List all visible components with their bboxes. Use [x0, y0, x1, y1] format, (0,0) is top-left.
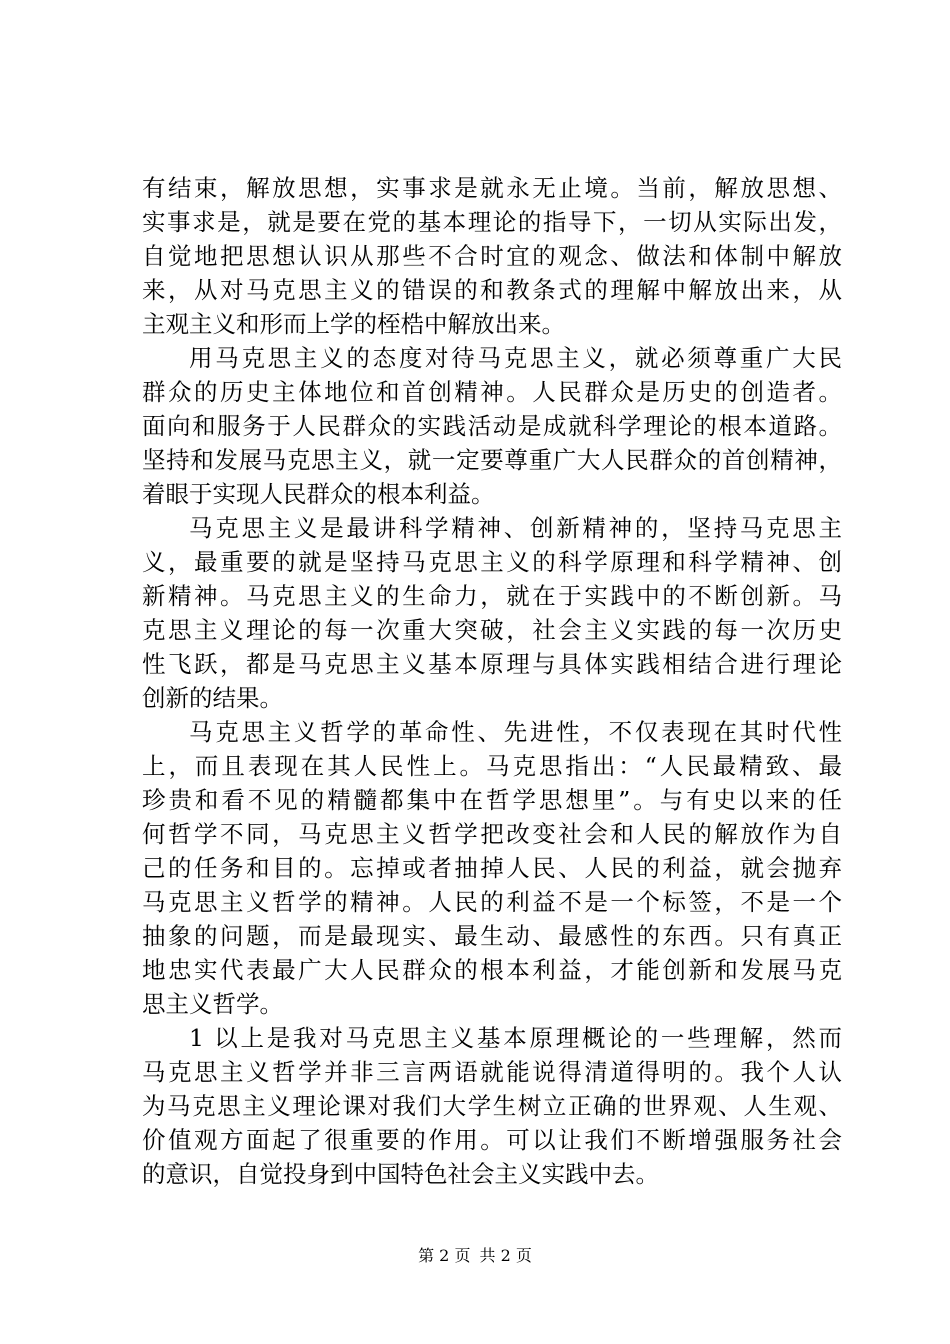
text-line: 实事求是，就是要在党的基本理论的指导下，一切从实际出发，	[142, 208, 842, 236]
page-number: 第 2 页	[418, 1246, 471, 1265]
page-total: 共 2 页	[479, 1246, 532, 1265]
text-line: 抽象的问题，而是最现实、最生动、最感性的东西。只有真正	[142, 922, 842, 950]
text-line: 价值观方面起了很重要的作用。可以让我们不断增强服务社会	[142, 1126, 842, 1154]
paragraph	[142, 715, 842, 1021]
text-line: 马克思主义哲学的革命性、先进性，不仅表现在其时代性	[189, 718, 842, 746]
paragraph	[142, 341, 842, 511]
text-line: 坚持和发展马克思主义，就一定要尊重广大人民群众的首创精神，	[142, 446, 842, 474]
paragraph	[142, 171, 842, 341]
text-line: 创新的结果。	[142, 684, 283, 712]
page-footer	[0, 1245, 950, 1267]
text-line: 克思主义理论的每一次重大突破，社会主义实践的每一次历史	[142, 616, 842, 644]
text-line: 性飞跃，都是马克思主义基本原理与具体实践相结合进行理论	[142, 650, 842, 678]
text-line: 群众的历史主体地位和首创精神。人民群众是历史的创造者。	[142, 378, 842, 406]
document-body	[142, 171, 842, 1191]
text-line: 有结束，解放思想，实事求是就永无止境。当前，解放思想、	[142, 174, 842, 202]
text-line: 新精神。马克思主义的生命力，就在于实践中的不断创新。马	[142, 582, 842, 610]
text-line: 1 以上是我对马克思主义基本原理概论的一些理解，然而	[189, 1024, 842, 1052]
text-line: 义，最重要的就是坚持马克思主义的科学原理和科学精神、创	[142, 548, 842, 576]
text-line: 用马克思主义的态度对待马克思主义，就必须尊重广大民	[189, 344, 842, 372]
text-line: 地忠实代表最广大人民群众的根本利益，才能创新和发展马克	[142, 956, 842, 984]
text-line: 己的任务和目的。忘掉或者抽掉人民、人民的利益，就会抛弃	[142, 854, 842, 882]
paragraph	[142, 1021, 842, 1191]
text-line: 来，从对马克思主义的错误的和教条式的理解中解放出来，从	[142, 276, 842, 304]
text-line: 主观主义和形而上学的桎梏中解放出来。	[142, 310, 565, 338]
text-line: 马克思主义哲学并非三言两语就能说得清道得明的。我个人认	[142, 1058, 842, 1086]
paragraph	[142, 511, 842, 715]
text-line: 的意识，自觉投身到中国特色社会主义实践中去。	[142, 1160, 659, 1188]
text-line: 珍贵和看不见的精髓都集中在哲学思想里”。与有史以来的任	[142, 786, 842, 814]
text-line: 着眼于实现人民群众的根本利益。	[142, 480, 495, 508]
text-line: 马克思主义是最讲科学精神、创新精神的，坚持马克思主	[189, 514, 842, 542]
text-line: 自觉地把思想认识从那些不合时宜的观念、做法和体制中解放	[142, 242, 842, 270]
text-line: 面向和服务于人民群众的实践活动是成就科学理论的根本道路。	[142, 412, 842, 440]
text-line: 上，而且表现在其人民性上。马克思指出：“人民最精致、最	[142, 752, 842, 780]
text-line: 马克思主义哲学的精神。人民的利益不是一个标签，不是一个	[142, 888, 842, 916]
text-line: 思主义哲学。	[142, 990, 283, 1018]
text-line: 为马克思主义理论课对我们大学生树立正确的世界观、人生观、	[142, 1092, 842, 1120]
text-line: 何哲学不同，马克思主义哲学把改变社会和人民的解放作为自	[142, 820, 842, 848]
